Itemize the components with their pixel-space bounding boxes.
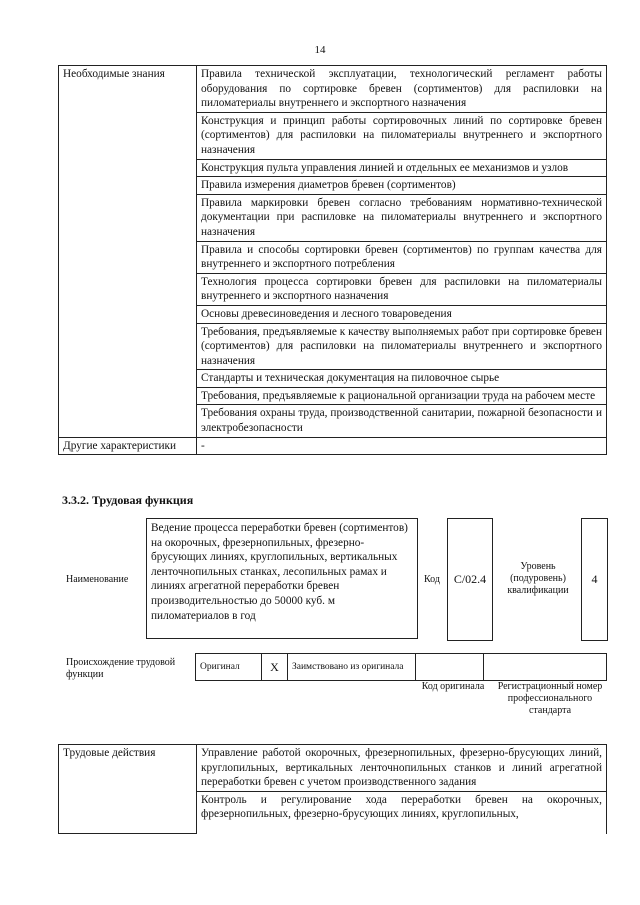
page-number: 14 (314, 44, 326, 56)
knowledge-item: Требования охраны труда, производственной санитарии, пожарной безопасности и электробезопасности (197, 405, 607, 437)
knowledge-item: Стандарты и техническая документация на пиловочное сырье (197, 370, 607, 388)
level-value: 4 (581, 518, 608, 641)
knowledge-item: Правила маркировки бревен согласно требованиям нормативно-технической документации при распиловке на пиломатериалы внутреннего и экспортного назначения (197, 194, 607, 241)
section-heading: 3.3.2. Трудовая функция (62, 493, 194, 507)
name-label: Наименование (66, 574, 129, 585)
knowledge-item: Правила технической эксплуатации, технологический регламент работы оборудования по сортировке бревен (сортиментов) для распиловки на пиломатериалы внутреннего и экспортного назначения (197, 66, 607, 113)
original-mark: X (262, 654, 288, 681)
registration-number-cell (484, 654, 607, 681)
knowledge-item: Основы древесиноведения и лесного товароведения (197, 305, 607, 323)
registration-caption: Регистрационный номер профессионального стандарта (497, 681, 603, 716)
actions-table (58, 744, 607, 834)
knowledge-label: Необходимые знания (59, 66, 197, 438)
other-value: - (197, 437, 607, 455)
borrowed-label: Заимствовано из оригинала (288, 654, 416, 681)
code-value: C/02.4 (447, 518, 493, 641)
other-label: Другие характеристики (59, 437, 197, 455)
original-label: Оригинал (196, 654, 262, 681)
knowledge-table (58, 65, 607, 455)
code-caption: Код оригинала (421, 681, 485, 692)
function-name: Ведение процесса переработки бревен (сортиментов) на окорочных, фрезернопильных, фрезерно-брусующих линиях, круглопильных, вертикальных ленточнопильных станках, лесопильных рамах и линиях агрегатной переработки бревен производительностью до 50000 куб. м пиломатериалов в год (146, 518, 418, 639)
code-label: Код (424, 574, 440, 585)
knowledge-item: Конструкция пульта управления линией и отдельных ее механизмов и узлов (197, 159, 607, 177)
table-row (59, 745, 607, 792)
level-label: Уровень (подуровень) квалификации (507, 561, 569, 596)
knowledge-item: Требования, предъявляемые к рациональной организации труда на рабочем месте (197, 387, 607, 405)
table-row (59, 437, 607, 455)
action-item: Контроль и регулирование хода переработки бревен на окорочных, фрезернопильных, фрезерно-брусующих линиях, круглопильных, (197, 791, 607, 834)
knowledge-item: Правила измерения диаметров бревен (сортиментов) (197, 177, 607, 195)
knowledge-item: Технология процесса сортировки бревен для распиловки на пиломатериалы внутреннего и экспортного назначения (197, 273, 607, 305)
origin-label: Происхождение трудовой функции (66, 657, 176, 680)
table-row (196, 654, 607, 681)
origin-table (195, 653, 607, 681)
table-row (59, 66, 607, 113)
knowledge-item: Конструкция и принцип работы сортировочных линий по сортировке бревен (сортиментов) для распиловки на пиломатериалы внутреннего и экспортного назначения (197, 112, 607, 159)
action-item: Управление работой окорочных, фрезернопильных, фрезерно-брусующих линий, круглопильных, вертикальных ленточнопильных станков и линий агрегатной переработки бревен с учетом производственного задания (197, 745, 607, 792)
knowledge-item: Требования, предъявляемые к качеству выполняемых работ при сортировке бревен (сортиментов) для распиловки на пиломатериалы внутреннего и экспортного назначения (197, 323, 607, 370)
actions-label: Трудовые действия (59, 745, 197, 834)
original-code-cell (416, 654, 484, 681)
knowledge-item: Правила и способы сортировки бревен (сортиментов) по группам качества для внутреннего и экспортного потребления (197, 241, 607, 273)
